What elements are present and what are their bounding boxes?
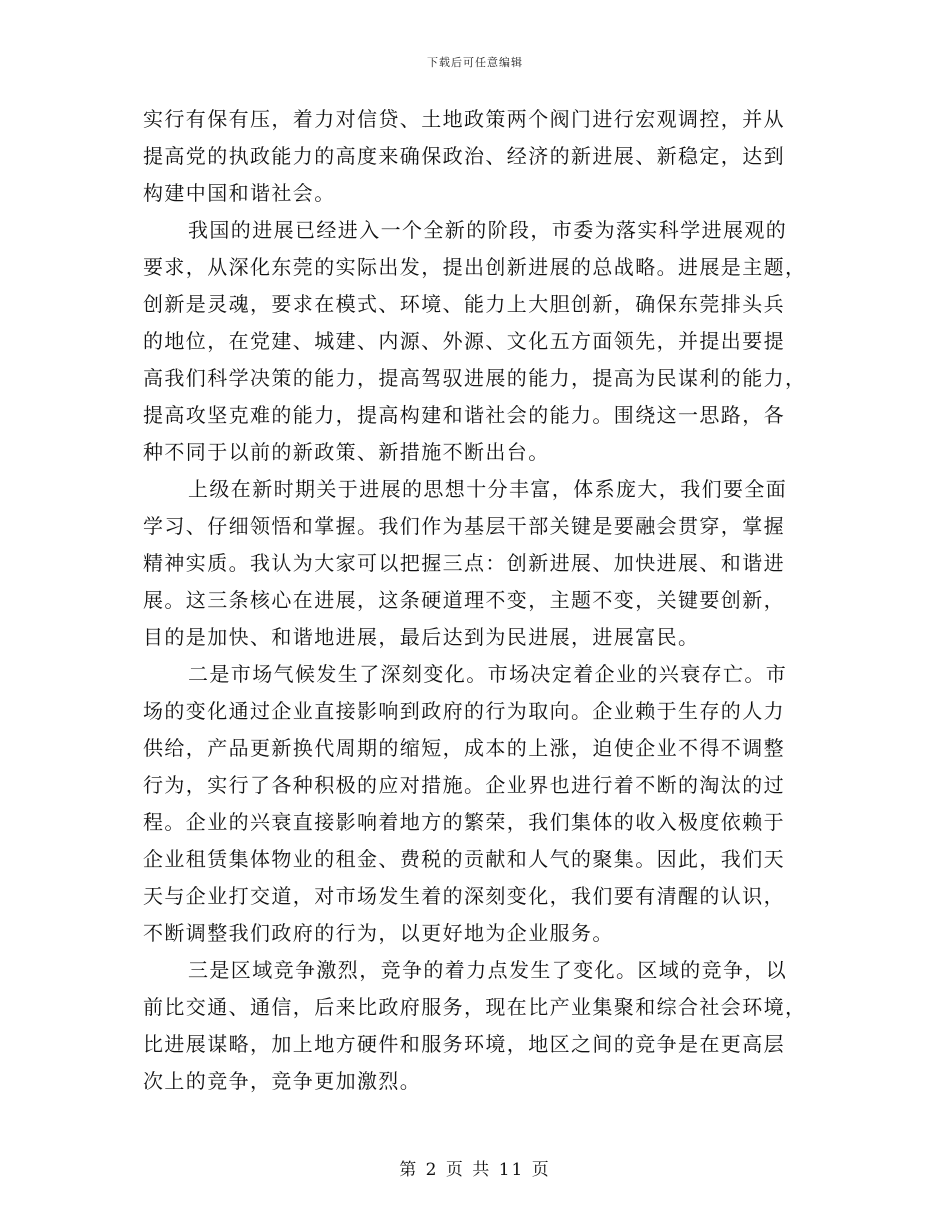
- page-header: 下载后可任意编辑: [427, 56, 523, 69]
- text-line: 次上的竞争，竞争更加激烈。: [143, 1069, 422, 1093]
- text-line: 精神实质。我认为大家可以把握三点：创新进展、加快进展、和谐进: [143, 551, 785, 575]
- text-line: 场的变化通过企业直接影响到政府的行为取向。企业赖于生存的人力: [143, 699, 785, 723]
- text-line: 前比交通、通信，后来比政府服务，现在比产业集聚和综合社会环境，: [143, 995, 807, 1019]
- text-line: 展。这三条核心在进展，这条硬道理不变，主题不变，关键要创新，: [143, 588, 785, 612]
- text-line: 天与企业打交道，对市场发生着的深刻变化，我们要有清醒的认识，: [143, 884, 785, 908]
- text-line: 高我们科学决策的能力，提高驾驭进展的能力，提高为民谋利的能力，: [143, 366, 807, 390]
- text-line: 的地位，在党建、城建、内源、外源、文化五方面领先，并提出要提: [143, 329, 785, 353]
- paragraph-start-line: 上级在新时期关于进展的思想十分丰富，体系庞大，我们要全面: [188, 477, 788, 501]
- text-line: 学习、仔细领悟和掌握。我们作为基层干部关键是要融会贯穿，掌握: [143, 514, 785, 538]
- text-line: 提高攻坚克难的能力，提高构建和谐社会的能力。围绕这一思路，各: [143, 403, 785, 427]
- text-line: 提高党的执政能力的高度来确保政治、经济的新进展、新稳定，达到: [143, 144, 785, 168]
- text-line: 不断调整我们政府的行为，以更好地为企业服务。: [143, 921, 614, 945]
- text-line: 目的是加快、和谐地进展，最后达到为民进展，进展富民。: [143, 625, 700, 649]
- text-line: 实行有保有压，着力对信贷、土地政策两个阀门进行宏观调控，并从: [143, 107, 785, 131]
- page-number-footer: 第 2 页 共 11 页: [399, 1160, 551, 1180]
- paragraph-start-line: 三是区域竞争激烈，竞争的着力点发生了变化。区域的竞争，以: [188, 958, 788, 982]
- text-line: 比进展谋略，加上地方硬件和服务环境，地区之间的竞争是在更高层: [143, 1032, 785, 1056]
- text-line: 供给，产品更新换代周期的缩短，成本的上涨，迫使企业不得不调整: [143, 736, 785, 760]
- text-line: 构建中国和谐社会。: [143, 181, 336, 205]
- paragraph-start-line: 二是市场气候发生了深刻变化。市场决定着企业的兴衰存亡。市: [188, 662, 788, 686]
- paragraph-start-line: 我国的进展已经进入一个全新的阶段，市委为落实科学进展观的: [188, 218, 788, 242]
- text-line: 创新是灵魂，要求在模式、环境、能力上大胆创新，确保东莞排头兵: [143, 292, 785, 316]
- text-line: 要求，从深化东莞的实际出发，提出创新进展的总战略。进展是主题，: [143, 255, 807, 279]
- body-text: [143, 101, 808, 1100]
- text-line: 企业租赁集体物业的租金、费税的贡献和人气的聚集。因此，我们天: [143, 847, 785, 871]
- text-line: 行为，实行了各种积极的应对措施。企业界也进行着不断的淘汰的过: [143, 773, 785, 797]
- text-line: 程。企业的兴衰直接影响着地方的繁荣，我们集体的收入极度依赖于: [143, 810, 785, 834]
- text-line: 种不同于以前的新政策、新措施不断出台。: [143, 440, 550, 464]
